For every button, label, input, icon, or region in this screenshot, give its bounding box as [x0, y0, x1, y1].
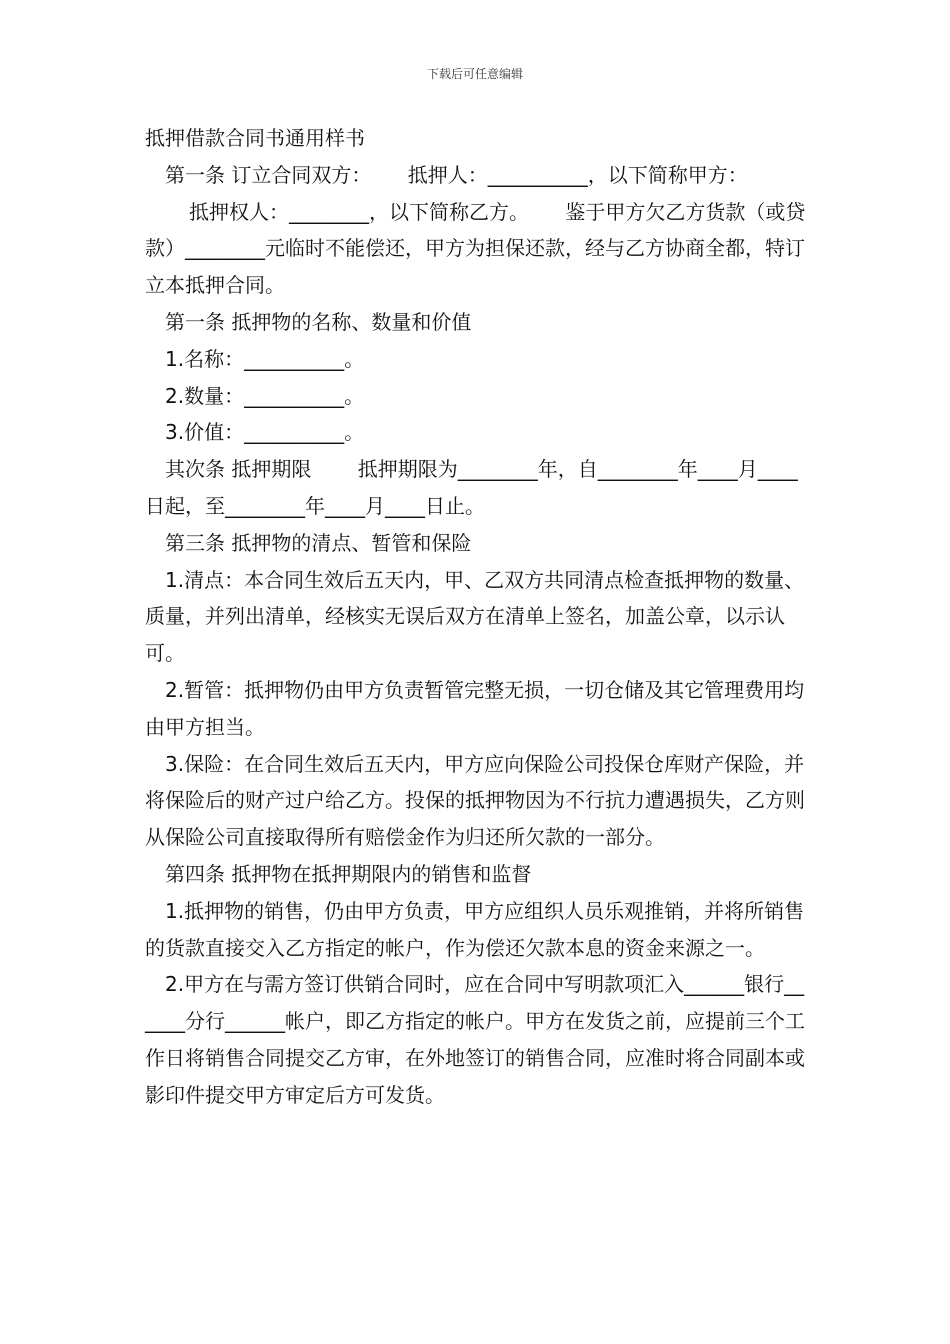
list-item: 3.价值：__________。 [165, 420, 365, 445]
article-heading: 第三条 抵押物的清点、暂管和保险 [165, 530, 472, 555]
article-heading: 第四条 抵押物在抵押期限内的销售和监督 [165, 861, 532, 886]
page-header-note: 下载后可任意编辑 [426, 67, 523, 81]
document-title: 抵押借款合同书通用样书 [145, 126, 365, 150]
list-item: 2.暂管：抵押物仍由甲方负责暂管完整无损，一切仓储及其它管理费用均由甲方担当。 [145, 677, 805, 739]
document-body [145, 120, 813, 1114]
paragraph-term: 其次条 抵押期限 抵押期限为________年，自________年____月____日起，至________年____月____日止。 [145, 457, 798, 518]
list-item: 1.清点：本合同生效后五天内，甲、乙双方共同清点检查抵押物的数量、质量，并列出清单，经核实无误后双方在清单上签名，加盖公章，以示认可。 [145, 567, 805, 666]
article-heading: 第一条 抵押物的名称、数量和价值 [165, 309, 472, 334]
list-item: 1.名称：__________。 [165, 346, 365, 371]
list-item: 3.保险：在合同生效后五天内，甲方应向保险公司投保仓库财产保险，并将保险后的财产过户给乙方。投保的抵押物因为不行抗力遭遇损失，乙方则从保险公司直接取得所有赔偿金作为归还所欠款的一部分。 [145, 751, 805, 850]
paragraph-parties: 第一条 订立合同双方： 抵押人：__________，以下简称甲方： [165, 162, 748, 187]
paragraph-mortgagee: 抵押权人：________，以下简称乙方。 鉴于甲方欠乙方货款（或贷款）________元临时不能偿还，甲方为担保还款，经与乙方协商全都，特订立本抵押合同。 [145, 199, 806, 298]
list-item: 1.抵押物的销售，仍由甲方负责，甲方应组织人员乐观推销，并将所销售的货款直接交入乙方指定的帐户，作为偿还欠款本息的资金来源之一。 [145, 898, 805, 960]
list-item: 2.数量：__________。 [165, 383, 365, 408]
list-item: 2.甲方在与需方签订供销合同时，应在合同中写明款项汇入______银行______分行______帐户，即乙方指定的帐户。甲方在发货之前，应提前三个工作日将销售合同提交乙方审，在外地签订的销售合同，应准时将合同副本或影印件提交甲方审定后方可发货。 [145, 972, 805, 1107]
